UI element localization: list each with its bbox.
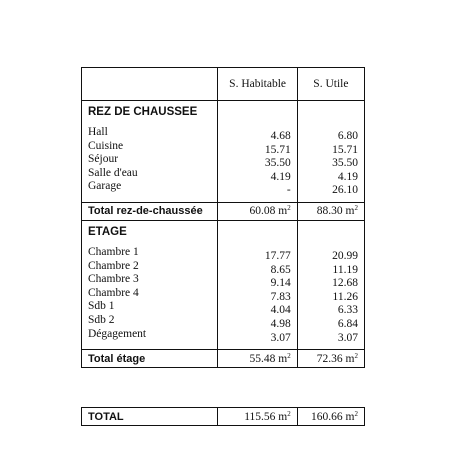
section-etage (82, 220, 365, 349)
habitable-value: 4.04 (270, 304, 291, 317)
header-utile: S. Utile (297, 68, 364, 101)
habitable-value: 4.19 (270, 170, 291, 183)
utile-value: 12.68 (332, 277, 358, 290)
utile-value: 6.80 (337, 130, 358, 142)
utile-value: 11.19 (332, 263, 358, 276)
header-empty-cell (82, 68, 218, 101)
header-habitable: S. Habitable (218, 68, 297, 101)
habitable-value: 8.65 (270, 263, 291, 276)
total-rez-habitable: 60.08 $m^2$ (218, 202, 297, 220)
room-name: Chambre 3 (88, 273, 139, 286)
room-name: Séjour (88, 153, 119, 166)
utile-value: 11.26 (332, 290, 358, 303)
habitable-value: 15.71 (264, 143, 291, 156)
total-rez-label: Total rez-de-chaussée (82, 202, 218, 220)
surface-table (81, 67, 365, 368)
grand-total-row (82, 408, 365, 426)
grand-total-label: TOTAL (82, 408, 218, 426)
habitable-value: 9.14 (270, 277, 291, 290)
habitable-value: 17.77 (264, 249, 291, 262)
utile-value: 6.84 (337, 317, 358, 330)
grand-total-utile: 160.66 $m^2$ (297, 408, 364, 426)
room-name: Chambre 1 (88, 245, 139, 258)
utile-value: 4.19 (337, 170, 358, 183)
habitable-value: 4.98 (270, 317, 291, 330)
room-name: Chambre 2 (88, 259, 139, 272)
section-rez (82, 101, 365, 203)
total-etage-utile: 72.36 $m^2$ (297, 350, 364, 368)
etage-utile-cell (297, 220, 364, 349)
habitable-value: 7.83 (270, 290, 291, 303)
utile-value: 3.07 (337, 331, 358, 344)
section-title-etage: ETAGE (88, 225, 127, 238)
etage-labels-cell (82, 220, 218, 349)
habitable-value: - (286, 184, 291, 197)
habitable-value: 35.50 (264, 157, 291, 170)
utile-value: 26.10 (332, 184, 358, 197)
room-name: Dégagement (88, 327, 147, 340)
room-name: Hall (88, 126, 108, 138)
rez-habitable-cell (218, 101, 297, 203)
etage-habitable-cell (218, 220, 297, 349)
total-etage-label: Total étage (82, 350, 218, 368)
grand-total-table (81, 407, 365, 426)
total-rez-utile: 88.30 $m^2$ (297, 202, 364, 220)
utile-value: 35.50 (332, 157, 358, 170)
room-name: Cuisine (88, 139, 124, 152)
room-name: Sdb 2 (88, 313, 115, 326)
section-title-rez: REZ DE CHAUSSEE (88, 106, 198, 118)
header-row (82, 68, 365, 101)
utile-value: 6.33 (337, 304, 358, 317)
utile-value: 20.99 (332, 249, 358, 262)
habitable-value: 3.07 (270, 331, 291, 344)
utile-value: 15.71 (332, 143, 358, 156)
room-name: Garage (88, 180, 122, 193)
rez-labels-cell (82, 101, 218, 203)
habitable-value: 4.68 (270, 130, 291, 142)
room-name: Chambre 4 (88, 286, 139, 299)
grand-total-habitable: 115.56 $m^2$ (218, 408, 297, 426)
rez-utile-cell (297, 101, 364, 203)
room-name: Salle d'eau (88, 166, 138, 179)
total-rez-row (82, 202, 365, 220)
total-etage-row (82, 350, 365, 368)
total-etage-habitable: 55.48 $m^2$ (218, 350, 297, 368)
room-name: Sdb 1 (88, 300, 115, 313)
